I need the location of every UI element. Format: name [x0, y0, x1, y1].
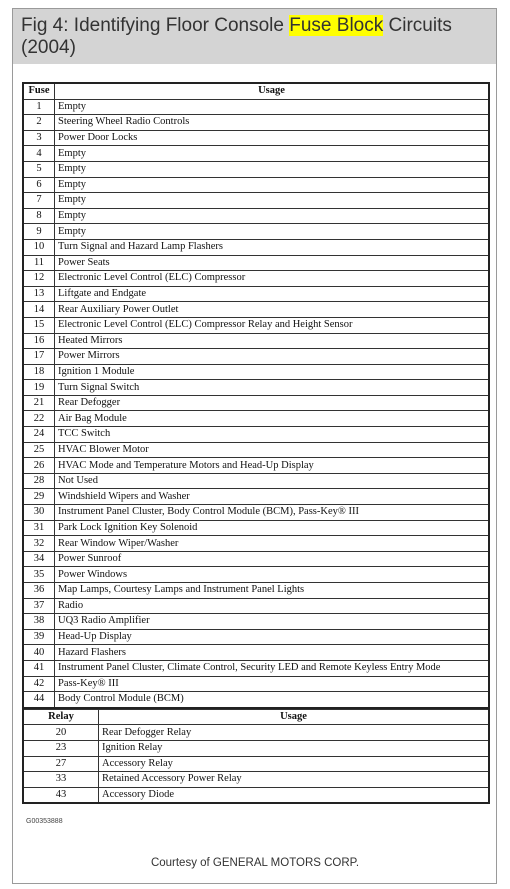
table-row	[23, 177, 489, 193]
usage-cell: Map Lamps, Courtesy Lamps and Instrument Panel Lights	[55, 583, 490, 599]
table-row	[23, 598, 489, 614]
fuse-number: 10	[23, 239, 55, 255]
fuse-number: 18	[23, 364, 55, 380]
table-row	[23, 364, 489, 380]
table-row	[23, 427, 489, 443]
fuse-number: 40	[23, 645, 55, 661]
usage-cell: Hazard Flashers	[55, 645, 490, 661]
table-row	[23, 99, 489, 115]
usage-cell: Power Door Locks	[55, 130, 490, 146]
fuse-column-header: Fuse	[23, 83, 55, 99]
relay-number: 23	[23, 740, 99, 756]
usage-cell: Accessory Diode	[99, 787, 490, 803]
relay-table	[22, 709, 490, 805]
usage-cell: Electronic Level Control (ELC) Compressor	[55, 271, 490, 287]
fuse-number: 2	[23, 115, 55, 131]
table-row	[23, 505, 489, 521]
table-row	[23, 536, 489, 552]
usage-cell: Turn Signal and Hazard Lamp Flashers	[55, 239, 490, 255]
usage-cell: HVAC Blower Motor	[55, 442, 490, 458]
relay-column-header: Relay	[23, 709, 99, 725]
usage-cell: Radio	[55, 598, 490, 614]
fuse-number: 13	[23, 286, 55, 302]
fuse-number: 38	[23, 614, 55, 630]
fuse-number: 14	[23, 302, 55, 318]
usage-cell: Rear Defogger Relay	[99, 725, 490, 741]
title-prefix: Fig 4: Identifying Floor Console	[21, 15, 290, 36]
table-row	[23, 787, 489, 803]
fuse-number: 42	[23, 676, 55, 692]
table-row	[23, 473, 489, 489]
usage-cell: HVAC Mode and Temperature Motors and Head-Up Display	[55, 458, 490, 474]
table-row	[23, 239, 489, 255]
fuse-number: 12	[23, 271, 55, 287]
fuse-number: 16	[23, 333, 55, 349]
fuse-table	[22, 82, 490, 709]
fuse-number: 6	[23, 177, 55, 193]
table-row	[23, 756, 489, 772]
table-row	[23, 224, 489, 240]
table-row	[23, 772, 489, 788]
usage-cell: Liftgate and Endgate	[55, 286, 490, 302]
relay-number: 27	[23, 756, 99, 772]
usage-cell: Heated Mirrors	[55, 333, 490, 349]
table-row	[23, 411, 489, 427]
table-row	[23, 333, 489, 349]
fuse-number: 25	[23, 442, 55, 458]
usage-cell: Pass-Key® III	[55, 676, 490, 692]
fuse-table-body	[23, 99, 489, 708]
table-row	[23, 208, 489, 224]
usage-cell: Accessory Relay	[99, 756, 490, 772]
usage-cell: Rear Auxiliary Power Outlet	[55, 302, 490, 318]
usage-cell: Head-Up Display	[55, 629, 490, 645]
table-row	[23, 380, 489, 396]
usage-cell: Ignition 1 Module	[55, 364, 490, 380]
table-row	[23, 629, 489, 645]
fuse-number: 19	[23, 380, 55, 396]
usage-cell: Air Bag Module	[55, 411, 490, 427]
fuse-number: 9	[23, 224, 55, 240]
usage-cell: TCC Switch	[55, 427, 490, 443]
usage-cell: Empty	[55, 146, 490, 162]
relay-table-header	[23, 709, 489, 725]
fuse-number: 32	[23, 536, 55, 552]
table-row	[23, 442, 489, 458]
usage-cell: Power Mirrors	[55, 349, 490, 365]
fuse-number: 37	[23, 598, 55, 614]
table-row	[23, 193, 489, 209]
table-row	[23, 692, 489, 708]
relay-number: 33	[23, 772, 99, 788]
usage-cell: Empty	[55, 161, 490, 177]
relay-table-body	[23, 725, 489, 803]
usage-cell: Rear Defogger	[55, 395, 490, 411]
title-suffix: Circuits (2004)	[21, 15, 452, 58]
fuse-diagram	[22, 82, 490, 804]
usage-cell: Empty	[55, 177, 490, 193]
usage-column-header: Usage	[55, 83, 490, 99]
fuse-number: 30	[23, 505, 55, 521]
usage-cell: Empty	[55, 193, 490, 209]
usage-cell: Body Control Module (BCM)	[55, 692, 490, 708]
table-row	[23, 161, 489, 177]
usage-cell: Electronic Level Control (ELC) Compressor Relay and Height Sensor	[55, 317, 490, 333]
table-row	[23, 551, 489, 567]
fuse-number: 15	[23, 317, 55, 333]
fuse-number: 31	[23, 520, 55, 536]
table-row	[23, 286, 489, 302]
table-row	[23, 725, 489, 741]
usage-cell: Power Seats	[55, 255, 490, 271]
fuse-number: 29	[23, 489, 55, 505]
usage-cell: Power Windows	[55, 567, 490, 583]
usage-cell: Empty	[55, 208, 490, 224]
fuse-number: 35	[23, 567, 55, 583]
table-row	[23, 583, 489, 599]
usage-cell: Turn Signal Switch	[55, 380, 490, 396]
table-row	[23, 302, 489, 318]
usage-cell: Ignition Relay	[99, 740, 490, 756]
fuse-number: 34	[23, 551, 55, 567]
table-row	[23, 146, 489, 162]
usage-cell: Empty	[55, 99, 490, 115]
usage-cell: UQ3 Radio Amplifier	[55, 614, 490, 630]
fuse-number: 41	[23, 660, 55, 676]
table-row	[23, 660, 489, 676]
courtesy-caption: Courtesy of GENERAL MOTORS CORP.	[150, 857, 360, 869]
fuse-number: 17	[23, 349, 55, 365]
usage-cell: Retained Accessory Power Relay	[99, 772, 490, 788]
table-row	[23, 130, 489, 146]
fuse-number: 36	[23, 583, 55, 599]
fuse-table-header	[23, 83, 489, 99]
table-row	[23, 520, 489, 536]
usage-cell: Instrument Panel Cluster, Climate Control, Security LED and Remote Keyless Entry Mode	[55, 660, 490, 676]
fuse-number: 22	[23, 411, 55, 427]
fuse-number: 11	[23, 255, 55, 271]
fuse-number: 44	[23, 692, 55, 708]
usage-cell: Not Used	[55, 473, 490, 489]
usage-cell: Park Lock Ignition Key Solenoid	[55, 520, 490, 536]
usage-cell: Power Sunroof	[55, 551, 490, 567]
title-highlight: Fuse Block	[289, 15, 384, 36]
fuse-number: 4	[23, 146, 55, 162]
table-row	[23, 458, 489, 474]
fuse-number: 26	[23, 458, 55, 474]
fuse-number: 8	[23, 208, 55, 224]
table-row	[23, 271, 489, 287]
table-row	[23, 317, 489, 333]
fuse-number: 21	[23, 395, 55, 411]
figure-code: G00353888	[26, 818, 63, 825]
table-row	[23, 395, 489, 411]
table-row	[23, 676, 489, 692]
fuse-number: 5	[23, 161, 55, 177]
table-row	[23, 255, 489, 271]
usage-cell: Empty	[55, 224, 490, 240]
table-row	[23, 567, 489, 583]
fuse-number: 24	[23, 427, 55, 443]
fuse-number: 28	[23, 473, 55, 489]
fuse-number: 7	[23, 193, 55, 209]
table-row	[23, 645, 489, 661]
table-row	[23, 740, 489, 756]
table-row	[23, 614, 489, 630]
table-row	[23, 115, 489, 131]
usage-cell: Instrument Panel Cluster, Body Control Module (BCM), Pass-Key® III	[55, 505, 490, 521]
usage-cell: Rear Window Wiper/Washer	[55, 536, 490, 552]
relay-number: 20	[23, 725, 99, 741]
fuse-number: 3	[23, 130, 55, 146]
usage-cell: Windshield Wipers and Washer	[55, 489, 490, 505]
fuse-number: 1	[23, 99, 55, 115]
fuse-number: 39	[23, 629, 55, 645]
table-row	[23, 349, 489, 365]
relay-usage-column-header: Usage	[99, 709, 490, 725]
relay-number: 43	[23, 787, 99, 803]
table-row	[23, 489, 489, 505]
figure-title	[13, 9, 496, 64]
usage-cell: Steering Wheel Radio Controls	[55, 115, 490, 131]
